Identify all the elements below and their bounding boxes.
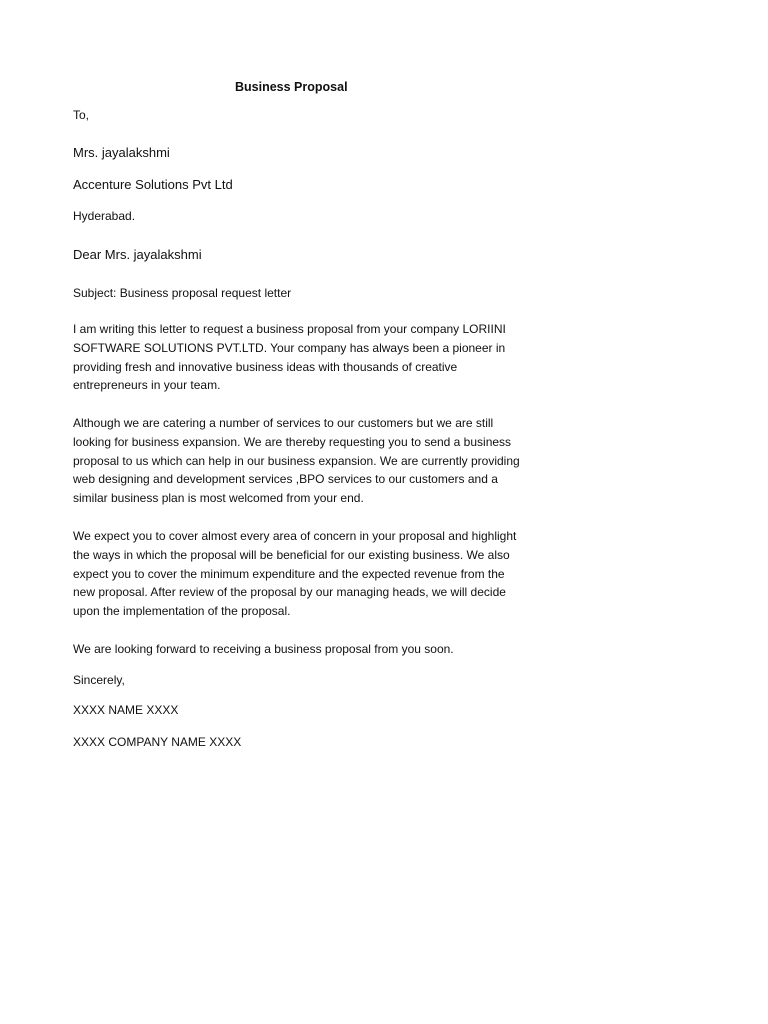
- paragraph-line: entrepreneurs in your team.: [73, 378, 221, 393]
- salutation-to: To,: [73, 108, 90, 122]
- recipient-name: Mrs. jayalakshmi: [73, 145, 170, 160]
- paragraph-line: the ways in which the proposal will be beneficial for our existing business. We also: [73, 547, 510, 562]
- paragraph-line: SOFTWARE SOLUTIONS PVT.LTD. Your company has always been a pioneer in: [73, 340, 506, 355]
- paragraph-line: looking for business expansion. We are thereby requesting you to send a business: [73, 434, 512, 449]
- greeting: Dear Mrs. jayalakshmi: [73, 247, 202, 262]
- paragraph-intro: [73, 320, 513, 395]
- recipient-company: Accenture Solutions Pvt Ltd: [73, 177, 233, 192]
- paragraph-line: proposal to us which can help in our business expansion. We are currently providing: [73, 453, 520, 468]
- sender-company: XXXX COMPANY NAME XXXX: [73, 735, 242, 749]
- paragraph-expectations: [73, 527, 517, 621]
- closing-sincerely: Sincerely,: [73, 673, 125, 687]
- subject-line: Subject: Business proposal request letter: [73, 286, 292, 300]
- sender-name: XXXX NAME XXXX: [73, 703, 179, 717]
- paragraph-line: web designing and development services ,BPO services to our customers and a: [73, 472, 498, 487]
- paragraph-line: expect you to cover the minimum expenditure and the expected revenue from the: [73, 566, 505, 581]
- paragraph-line: new proposal. After review of the proposal by our managing heads, we will decide: [73, 585, 506, 600]
- paragraph-line: Although we are catering a number of services to our customers but we are still: [73, 416, 494, 430]
- letter-title: Business Proposal: [235, 80, 348, 94]
- paragraph-expansion: [73, 414, 520, 508]
- paragraph-line: We expect you to cover almost every area of concern in your proposal and highlight: [73, 529, 517, 543]
- paragraph-closing: We are looking forward to receiving a business proposal from you soon.: [73, 642, 454, 656]
- paragraph-line: similar business plan is most welcomed from your end.: [73, 491, 364, 506]
- recipient-city: Hyderabad.: [73, 209, 136, 223]
- paragraph-line: upon the implementation of the proposal.: [73, 604, 291, 619]
- paragraph-line: providing fresh and innovative business ideas with thousands of creative: [73, 359, 458, 374]
- paragraph-line: I am writing this letter to request a business proposal from your company LORIINI: [73, 322, 506, 336]
